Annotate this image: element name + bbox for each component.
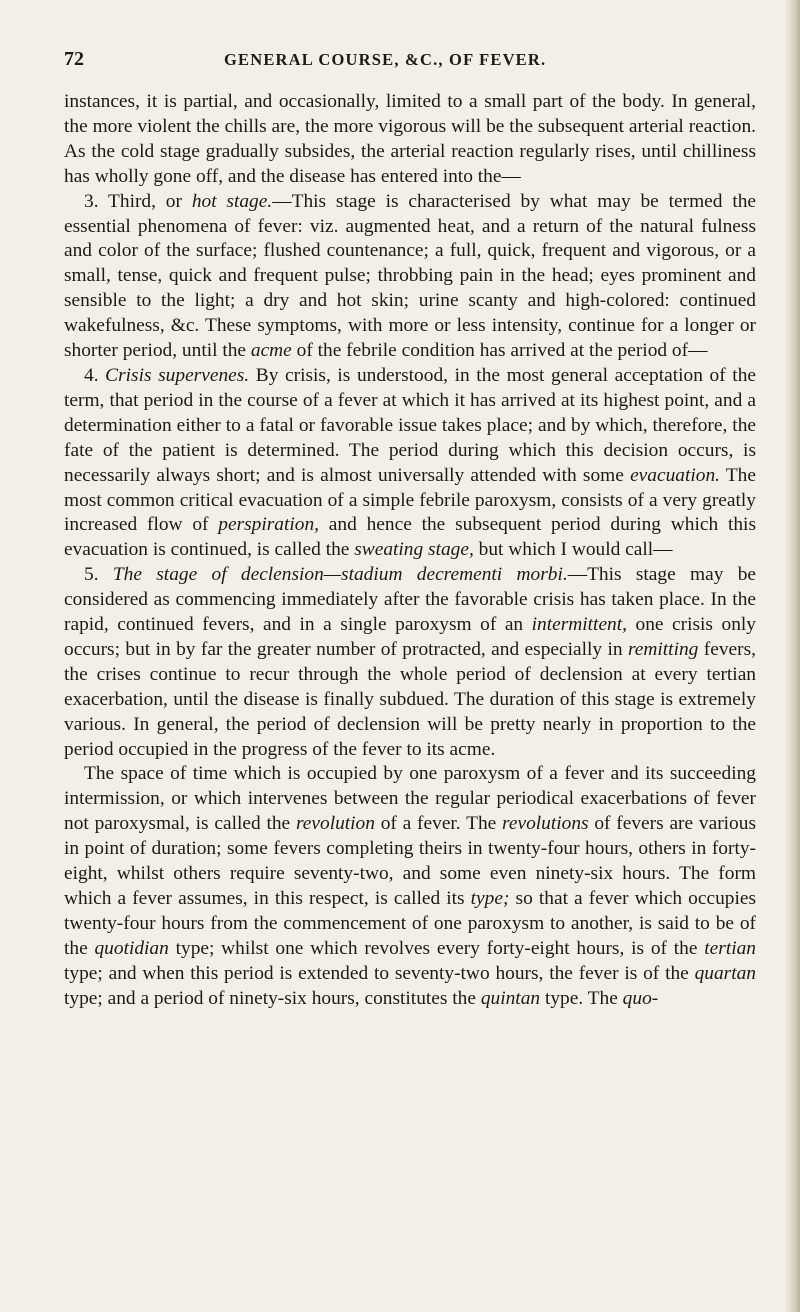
paragraph-revolution: The space of time which is occupied by one paroxysm of a fever and its succeeding intermission, or which intervenes between the regular periodical exacerbations of fever not paroxysmal, is called the revolution of a fever. The revolutions of fevers are various in point of duration; some fevers completing theirs in twenty-four hours, others in forty-eight, whilst others require seventy-two, and some even ninety-six hours. The form which a fever assumes, in this respect, is called its type; so that a fever which occupies twenty-four hours from the commencement of one paroxysm to another, is said to be of the quotidian type; whilst one which revolves every forty-eight hours, is of the tertian type; and when this period is extended to seventy-two hours, the fever is of the quartan type; and a period of ninety-six hours, constitutes the quintan type. The quo- — [64, 763, 756, 1009]
acme-term: acme — [250, 340, 292, 362]
intermittent-term: intermittent, — [531, 614, 627, 636]
revolution-term: revolution — [295, 813, 375, 835]
declension-term: The stage of declension—stadium decrementi morbi. — [112, 564, 568, 586]
evacuation-term: evacuation. — [630, 464, 720, 486]
paragraph-hot-stage: 3. Third, or hot stage.—This stage is characterised by what may be termed the essential phenomena of fever: viz. augmented heat, and a return of the natural fulness and color of the surface; flushed countenance; a full, quick, frequent and vigorous, or a small, tense, quick and frequent pulse; throbbing pain in the head; eyes prominent and sensible to the light; a dry and hot skin; urine scanty and high-colored: continued wakefulness, &c. These symptoms, with more or less intensity, continue for a longer or shorter period, until the acme of the febrile condition has arrived at the period of— — [64, 190, 757, 362]
paragraph-crisis: 4. Crisis supervenes. By crisis, is understood, in the most general acceptation of the term, that period in the course of a fever at which it has arrived at its highest point, and a determination either to a fatal or favorable issue takes place; and by which, therefore, the fate of the patient is determined. The period during which this decision occurs, is necessarily always short; and is almost universally attended with some evacuation. The most common critical evacuation of a simple febrile paroxysm, consists of a very greatly increased flow of perspiration, and hence the subsequent period during which this evacuation is continued, is called the sweating stage, but which I would call— — [64, 364, 756, 561]
revolutions-term: revolutions — [502, 813, 589, 835]
paragraph-declension: 5. The stage of declension—stadium decrementi morbi.—This stage may be considered as commencing immediately after the favorable crisis has taken place. In the rapid, continued fevers, and in a single paroxysm of an intermittent, one crisis only occurs; but in by far the greater number of protracted, and especially in remitting fevers, the crises continue to recur through the whole period of declension at every tertian exacerbation, until the disease is finally subdued. The duration of this stage is extremely various. In general, the period of declension will be pretty nearly in proportion to the period occupied in the progress of the fever to its acme. — [64, 564, 757, 760]
running-head: GENERAL COURSE, &C., OF FEVER. — [224, 50, 547, 69]
body-text — [64, 90, 756, 1012]
hot-stage-term: hot stage. — [191, 190, 273, 212]
page-number: 72 — [64, 48, 84, 70]
paragraph-continuation: instances, it is partial, and occasionally, limited to a small part of the body. In general, the more violent the chills are, the more vigorous will be the subsequent arterial reaction. As the cold stage gradually subsides, the arterial reaction regularly rises, until chilliness has wholly gone off, and the disease has entered into the— — [64, 91, 756, 187]
page-header — [64, 48, 754, 74]
quintan-term: quintan — [480, 987, 541, 1009]
quotidian-term: quotidian — [94, 937, 169, 959]
perspiration-term: perspiration, — [218, 514, 320, 536]
sweating-stage-term: sweating stage, — [354, 539, 474, 561]
crisis-term: Crisis supervenes. — [105, 364, 250, 386]
tertian-term: tertian — [704, 937, 756, 959]
quo-term: quo- — [622, 987, 659, 1009]
page-edge-shadow — [786, 0, 800, 1312]
remitting-term: remitting — [627, 638, 699, 660]
type-term: type; — [470, 888, 510, 909]
quartan-term: quartan — [694, 962, 756, 984]
